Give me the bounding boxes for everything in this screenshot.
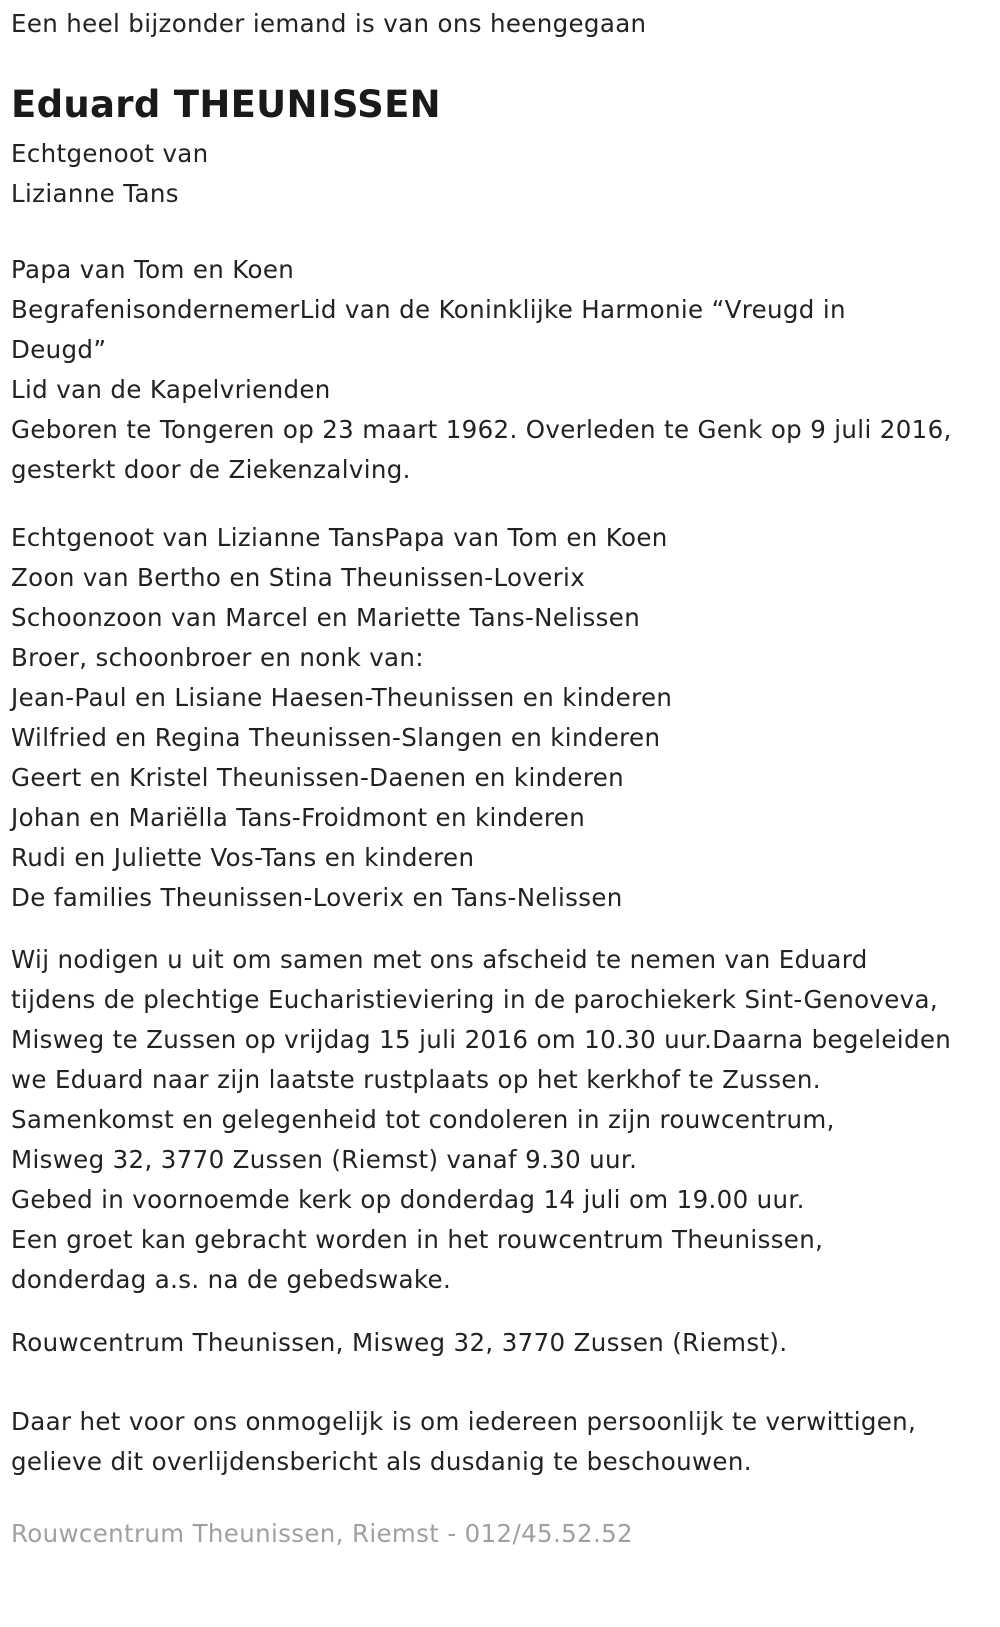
ceremony-line: Gebed in voornoemde kerk op donderdag 14 juli om 19.00 uur. [11,1185,805,1214]
family-block [11,518,672,918]
bio-line: Papa van Tom en Koen [11,255,295,284]
bio-block [11,250,952,490]
ceremony-line: Een groet kan gebracht worden in het rouwcentrum Theunissen, [11,1225,824,1254]
bio-line: Lid van de Kapelvrienden [11,375,331,404]
family-line: Geert en Kristel Theunissen-Daenen en kinderen [11,763,625,792]
ceremony-line: tijdens de plechtige Eucharistieviering in de parochiekerk Sint-Genoveva, [11,985,939,1014]
notice-line: gelieve dit overlijdensbericht als dusdanig te beschouwen. [11,1447,752,1476]
ceremony-line: donderdag a.s. na de gebedswake. [11,1265,452,1294]
family-line: Echtgenoot van Lizianne TansPapa van Tom en Koen [11,523,668,552]
footer-contact: Rouwcentrum Theunissen, Riemst - 012/45.52.52 [11,1519,633,1548]
ceremony-line: Wij nodigen u uit om samen met ons afscheid te nemen van Eduard [11,945,868,974]
address-block [11,1323,787,1363]
intro-text: Een heel bijzonder iemand is van ons heengegaan [11,9,647,38]
family-line: Jean-Paul en Lisiane Haesen-Theunissen en kinderen [11,683,673,712]
ceremony-block [11,940,951,1300]
family-line: Johan en Mariëlla Tans-Froidmont en kinderen [11,803,586,832]
bio-line: Geboren te Tongeren op 23 maart 1962. Overleden te Genk op 9 juli 2016, [11,415,952,444]
bio-line: gesterkt door de Ziekenzalving. [11,455,411,484]
spouse-line: Lizianne Tans [11,179,179,208]
spouse-block [11,134,209,214]
spouse-line: Echtgenoot van [11,139,209,168]
ceremony-line: Samenkomst en gelegenheid tot condoleren in zijn rouwcentrum, [11,1105,835,1134]
family-line: Schoonzoon van Marcel en Mariette Tans-Nelissen [11,603,641,632]
family-line: Rudi en Juliette Vos-Tans en kinderen [11,843,475,872]
notice-line: Daar het voor ons onmogelijk is om iedereen persoonlijk te verwittigen, [11,1407,917,1436]
bio-line: Deugd” [11,335,107,364]
ceremony-line: Misweg 32, 3770 Zussen (Riemst) vanaf 9.30 uur. [11,1145,638,1174]
family-line: De families Theunissen-Loverix en Tans-Nelissen [11,883,623,912]
family-line: Wilfried en Regina Theunissen-Slangen en kinderen [11,723,661,752]
ceremony-line: we Eduard naar zijn laatste rustplaats op het kerkhof te Zussen. [11,1065,821,1094]
family-line: Zoon van Bertho en Stina Theunissen-Loverix [11,563,586,592]
bio-line: BegrafenisondernemerLid van de Koninklijke Harmonie “Vreugd in [11,295,846,324]
address-line: Rouwcentrum Theunissen, Misweg 32, 3770 Zussen (Riemst). [11,1328,788,1357]
family-line: Broer, schoonbroer en nonk van: [11,643,424,672]
deceased-name: Eduard THEUNISSEN [11,83,441,126]
notice-block [11,1402,916,1482]
ceremony-line: Misweg te Zussen op vrijdag 15 juli 2016 om 10.30 uur.Daarna begeleiden [11,1025,952,1054]
